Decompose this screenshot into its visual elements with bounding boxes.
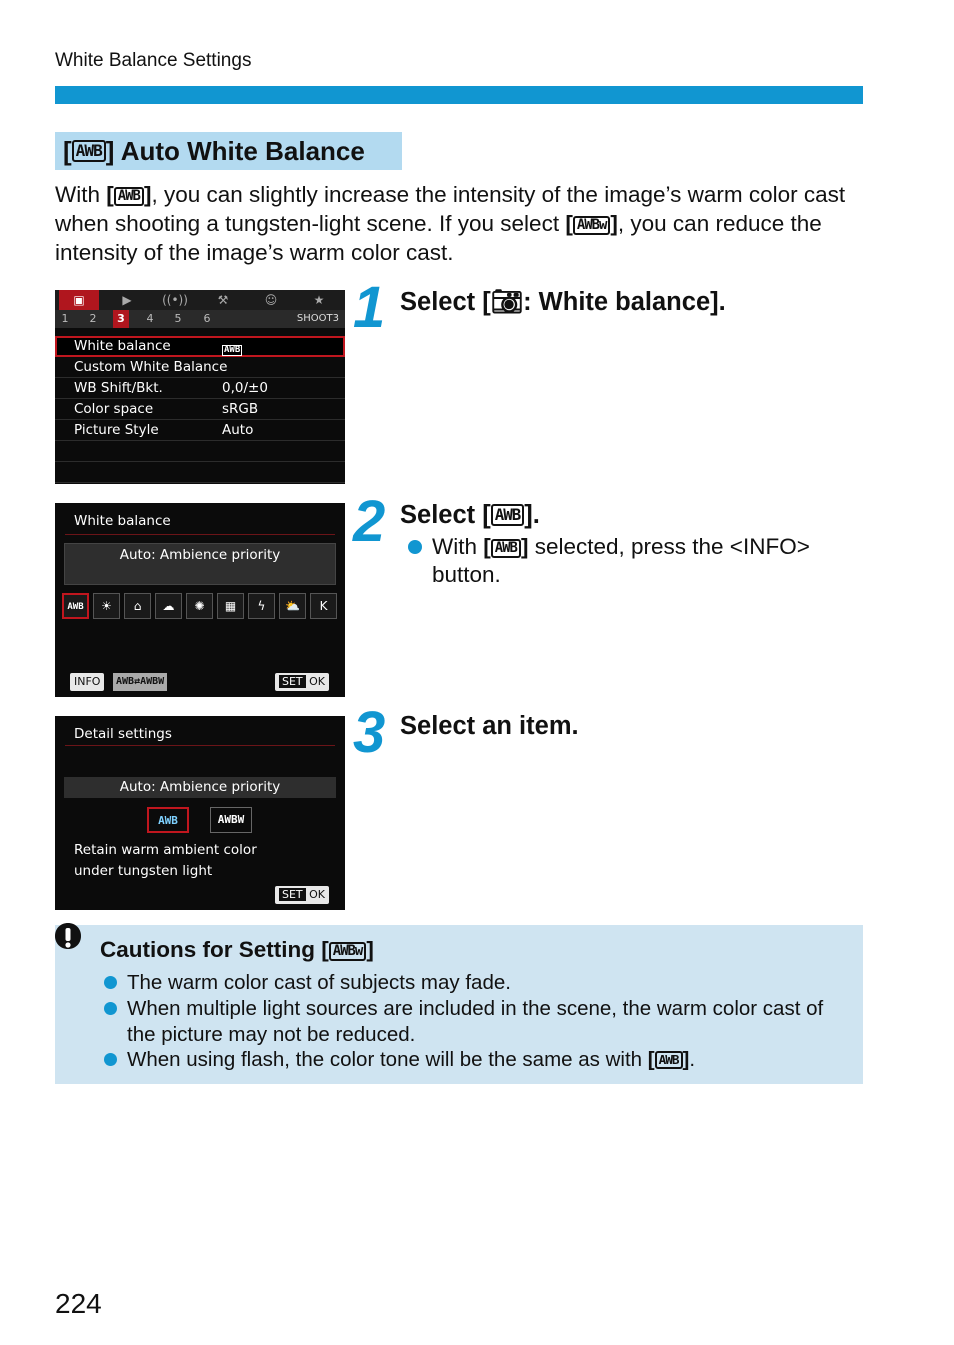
wb-icon-row [62,593,340,619]
menu-row-custom-wb[interactable] [55,357,345,378]
caution-item-part: When using flash, the color tone will be the same as with [127,1048,648,1071]
awb-icon: AWB [114,187,144,207]
bullet-dot [104,1002,117,1015]
wireless-tab-icon[interactable]: ((•)) [162,293,188,307]
set-label: SET [279,888,306,901]
awb-icon: AWB [491,539,521,559]
awb-option-icon[interactable]: AWB [147,807,189,833]
shade-icon[interactable]: ⌂ [124,593,151,619]
awb-icon: AWB [224,345,241,355]
daylight-icon[interactable]: ☀ [93,593,120,619]
menu-row-label: White balance [74,338,171,354]
menu-row-empty [55,441,345,462]
set-ok-button[interactable] [275,886,329,904]
bullet-dot [408,540,422,554]
menu-row-value: 0,0/±0 [222,380,268,396]
awb-icon: AWB [491,504,525,526]
step-title-part: Select [ [400,501,491,529]
menu-row-empty [55,462,345,483]
menu-tab-bar [55,290,345,310]
subtab-4[interactable]: 4 [146,312,154,325]
subtab-6[interactable]: 6 [203,312,211,325]
divider [65,534,335,535]
step-title-part: : White balance]. [523,288,726,316]
set-ok-button[interactable] [275,673,329,691]
intro-part-2: , you can slightly increase the intensity of the image’s warm color cast when shooting a tungsten-light scene. If you select [55,182,846,236]
divider [65,745,335,746]
step-title [400,287,726,317]
bullet-part: selected, press the <INFO> button. [432,534,810,587]
mymenu-tab-icon[interactable]: ★ [313,293,325,307]
step-title-part: ]. [524,501,540,529]
bracket: [ [647,1048,655,1071]
step-number: 1 [353,275,386,340]
intro-paragraph [55,180,865,267]
step-title [400,501,540,530]
setup-tab-icon[interactable]: ⚒ [217,293,229,307]
camera-menu-screen [55,290,345,484]
bracket: [ [483,534,491,559]
screen-title: White balance [74,513,171,529]
bracket: ] [610,211,618,236]
description-line: under tungsten light [74,863,213,879]
page-number: 224 [55,1288,102,1319]
shooting-tab-icon[interactable]: ▣ [59,290,99,310]
bullet-dot [104,976,117,989]
caution-title-part: Cautions for Setting [ [100,937,329,962]
bracket: ] [143,182,152,207]
caution-item [104,1047,864,1073]
menu-row-label: Custom White Balance [74,359,228,375]
set-label: SET [279,675,306,688]
shoot-page-label: SHOOT3 [296,313,339,324]
menu-row-color-space[interactable] [55,399,345,420]
ok-label: OK [309,888,325,901]
awbw-option-icon[interactable]: AWBW [210,807,252,833]
menu-subtab-bar [55,310,345,328]
detail-settings-screen [55,716,345,910]
info-button[interactable]: INFO [70,673,104,691]
awb-swap-indicator: AWB⇄AWBW [113,673,167,691]
intro-part-3: , you can reduce the intensity of the image’s warm color cast. [55,211,822,265]
subtab-3[interactable]: 3 [113,310,129,328]
awb-option-icon[interactable]: AWB [62,593,89,619]
bracket: ] [520,534,529,559]
bracket: ] [682,1048,690,1071]
option-description [74,840,257,882]
caution-item-text: The warm color cast of subjects may fade. [127,971,511,994]
step-number: 2 [353,489,386,554]
caution-icon [53,922,83,956]
menu-row-value: Auto [222,422,254,438]
intro-part-1: With [55,182,107,207]
tungsten-icon[interactable]: ✺ [186,593,213,619]
bracket: [ [565,211,573,236]
ok-label: OK [309,675,325,688]
caution-item [104,996,864,1048]
bullet-part: With [432,534,484,559]
section-heading [55,132,402,170]
caution-item-text: When multiple light sources are included in the scene, the warm color cast of the picture may not be reduced. [127,997,824,1046]
awb-icon: AWB [72,140,106,162]
running-header: White Balance Settings [55,50,252,71]
menu-row-wb-shift[interactable] [55,378,345,399]
subtab-5[interactable]: 5 [174,312,182,325]
caution-title-part: ] [366,937,374,962]
bracket-open: [ [63,135,72,166]
menu-row-picture-style[interactable] [55,420,345,441]
subtab-1[interactable]: 1 [61,312,69,325]
caution-item-text [127,1047,847,1073]
awbw-icon: AWBw [329,942,367,962]
step-number: 3 [353,700,386,765]
awbw-icon: AWBw [573,216,611,236]
wb-mode-bar: Auto: Ambience priority [64,777,336,798]
kelvin-icon[interactable]: K [310,593,337,619]
menu-row-label: WB Shift/Bkt. [74,380,163,396]
header-rule [55,86,863,104]
playback-tab-icon[interactable]: ▶ [122,293,132,307]
section-title: ] Auto White Balance [105,135,365,166]
step-bullet [432,533,852,589]
step-title: Select an item. [400,712,579,740]
custom-wb-icon[interactable]: ⛅ [279,593,306,619]
menu-row-white-balance[interactable] [55,336,345,357]
menu-row-label: Picture Style [74,422,159,438]
wb-mode-box: Auto: Ambience priority [64,543,336,585]
caution-item [104,970,864,996]
caution-title [100,937,374,963]
caution-item-part: . [689,1048,696,1071]
subtab-2[interactable]: 2 [89,312,97,325]
awb-icon: AWB [655,1051,683,1070]
menu-row-value: sRGB [222,401,259,417]
step-title-part: Select [ [400,288,491,316]
bracket: [ [106,182,114,207]
menu-row-label: Color space [74,401,154,417]
screen-title: Detail settings [74,726,172,742]
camera-icon: 📷︎ [490,288,524,316]
bullet-dot [104,1053,117,1066]
cloudy-icon[interactable]: ☁ [155,593,182,619]
description-line: Retain warm ambient color [74,842,257,858]
custom-tab-icon[interactable]: ☺ [264,293,278,307]
flash-icon[interactable]: ϟ [248,593,275,619]
fluorescent-icon[interactable]: ▦ [217,593,244,619]
white-balance-screen [55,503,345,697]
